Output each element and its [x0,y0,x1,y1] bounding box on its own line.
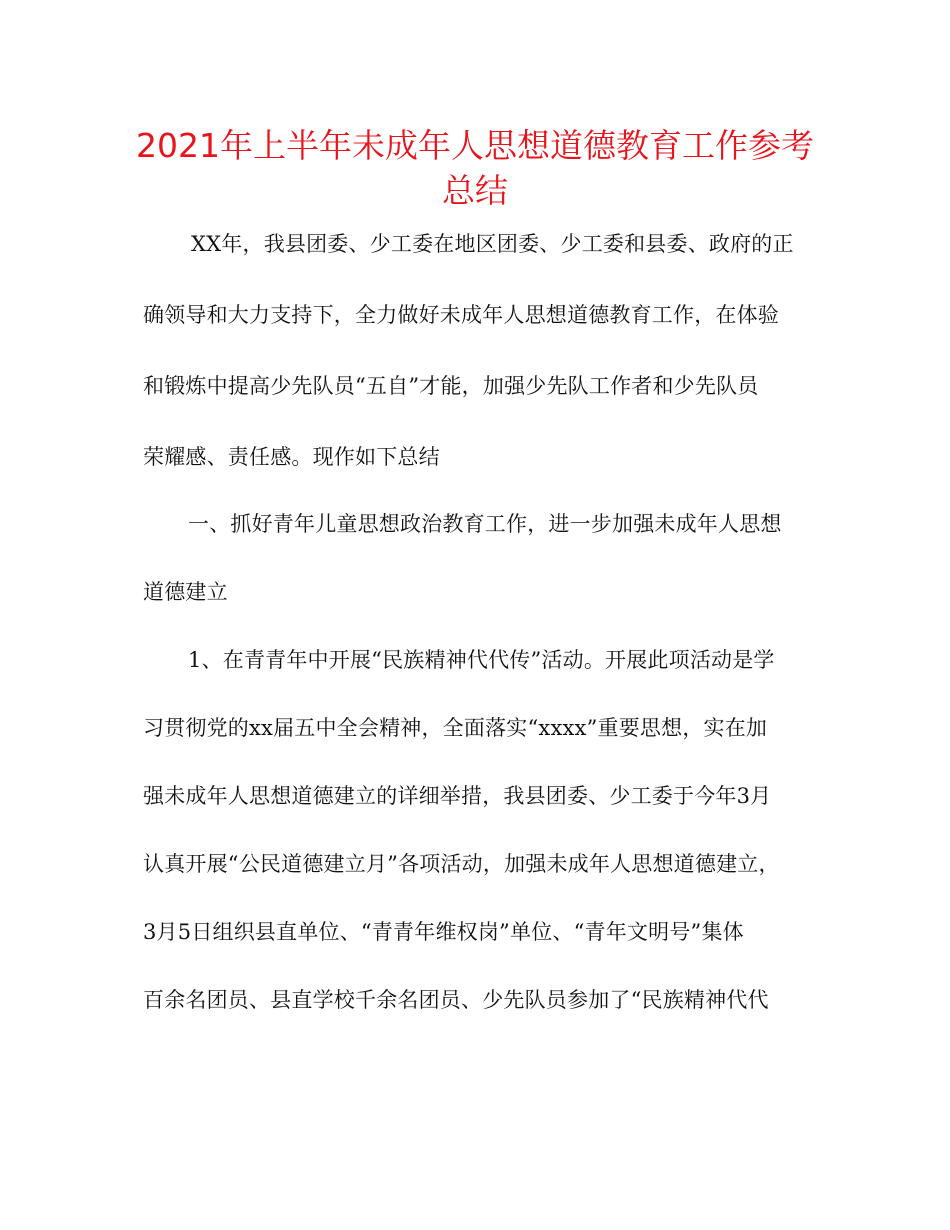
document-title-line-2: 总结 [442,171,508,210]
paragraph-line-8: 认真开展“公民道德建立月”各项活动，加强未成年人思想道德建立， [143,852,780,876]
paragraph-line-9: 3月5日组织县直单位、“青青年维权岗”单位、“青年文明号”集体 [143,920,744,944]
section-heading-line-1: 一、抓好青年儿童思想政治教育工作，进一步加强未成年人思想 [188,512,782,536]
paragraph-line-7: 强未成年人思想道德建立的详细举措，我县团委、少工委于今年3月 [143,784,772,808]
paragraph-line-10: 百余名团员、县直学校千余名团员、少先队员参加了“民族精神代代 [143,988,769,1012]
paragraph-line-6: 习贯彻党的xx届五中全会精神，全面落实“xxxx”重要思想，实在加 [143,716,768,740]
document-title-line-1: 2021年上半年未成年人思想道德教育工作参考 [136,126,814,165]
paragraph-line-4: 荣耀感、责任感。现作如下总结 [143,445,440,469]
paragraph-line-2: 确领导和大力支持下，全力做好未成年人思想道德教育工作，在体验 [143,303,779,327]
paragraph-line-5: 1、在青青年中开展“民族精神代代传”活动。开展此项活动是学 [188,648,775,672]
paragraph-line-1: XX年，我县团委、少工委在地区团委、少工委和县委、政府的正 [191,232,794,256]
paragraph-line-3: 和锻炼中提高少先队员“五自”才能，加强少先队工作者和少先队员 [143,374,759,398]
section-heading-line-2: 道德建立 [143,580,228,604]
